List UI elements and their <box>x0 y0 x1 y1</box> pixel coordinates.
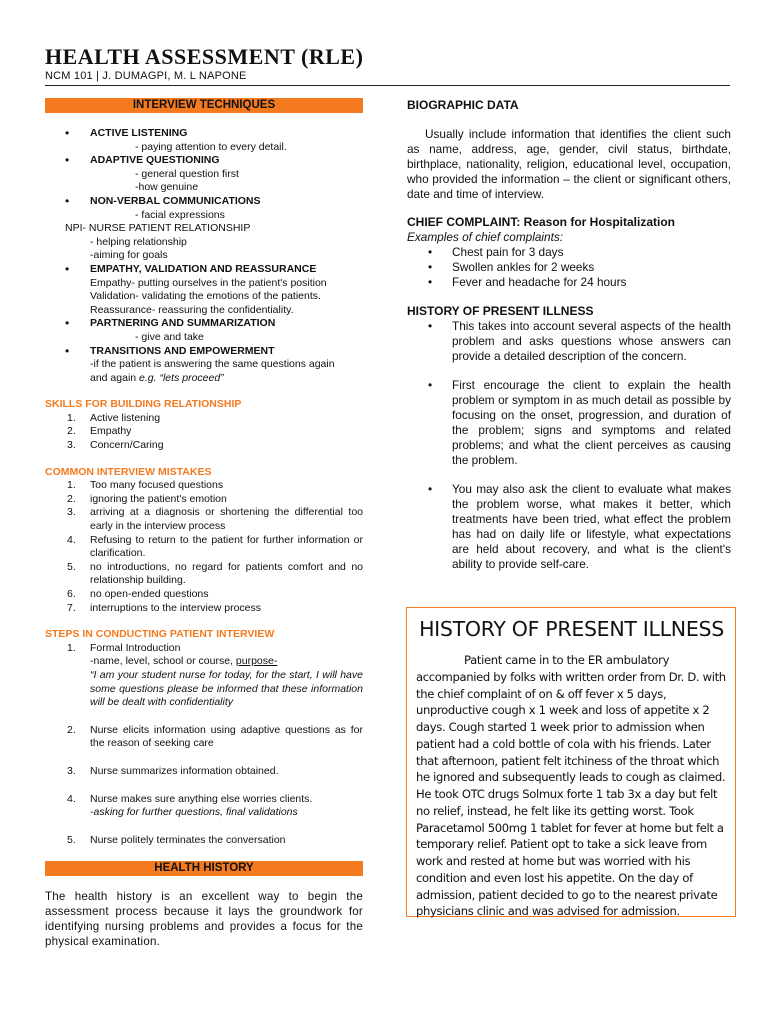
technique-detail-text: and again <box>90 371 140 384</box>
list-item <box>45 534 363 561</box>
list-item <box>45 439 363 453</box>
list-item <box>45 195 363 222</box>
technique-detail: - paying attention to every detail. <box>135 140 287 153</box>
steps-heading: STEPS IN CONDUCTING PATIENT INTERVIEW <box>45 628 275 641</box>
item-text: ignoring the patient's emotion <box>90 492 227 505</box>
item-number: 2. <box>67 425 76 438</box>
step-title: Formal Introduction <box>90 641 181 654</box>
step-detail <box>90 655 363 669</box>
biographic-text: Usually include information that identifies the client such as name, address, age, gender, civil status, birthdate, birthplace, nationality, religion, educational level, occupation, who provided the information – the client or significant others, date and time of interview. <box>407 127 731 201</box>
step-purpose: purpose- <box>235 655 278 668</box>
steps-list <box>45 642 363 848</box>
item-number: 3. <box>67 506 76 519</box>
npi-detail: - helping relationship <box>90 235 187 248</box>
item-text: Nurse makes sure anything else worries clients. <box>90 792 313 805</box>
item-text: Nurse elicits information using adaptive questions as for the reason of seeking care <box>90 723 363 750</box>
item-text: Nurse summarizes information obtained. <box>90 764 279 777</box>
item-text: Empathy <box>90 425 132 438</box>
step-detail-text: -name, level, school or course, <box>90 655 236 668</box>
list-item <box>45 834 363 848</box>
technique-detail: - general question first <box>135 167 239 180</box>
item-text: Refusing to return to the patient for further information or clarification. <box>90 533 363 560</box>
item-number: 3. <box>67 764 76 777</box>
item-text: Active listening <box>90 411 161 424</box>
list-item: • You may also ask the client to evaluate what makes the problem worse, what makes it better, which treatments have been tried, what effect the problem has had on daily life or lifestyle, what expectations are held about recovery, and what is the client's ability to provide self-care. <box>407 482 731 572</box>
technique-detail: -how genuine <box>135 181 199 194</box>
item-text: interruptions to the interview process <box>90 601 261 614</box>
biographic-heading: BIOGRAPHIC DATA <box>407 98 519 112</box>
list-item <box>45 317 363 344</box>
item-text: Nurse politely terminates the conversation <box>90 833 286 846</box>
technique-detail: Reassurance- reassuring the confidentiality. <box>90 303 294 316</box>
hpi-heading: HISTORY OF PRESENT ILLNESS <box>407 304 594 318</box>
item-text: Concern/Caring <box>90 439 164 452</box>
item-text: no introductions, no regard for patients comfort and no relationship building. <box>90 560 363 587</box>
item-number: 2. <box>67 723 76 736</box>
list-item <box>45 561 363 588</box>
list-item <box>45 493 363 507</box>
chief-complaint-list <box>407 245 731 290</box>
npi-detail: -aiming for goals <box>90 249 168 262</box>
health-history-bar: HEALTH HISTORY <box>45 861 363 876</box>
skills-list <box>45 412 363 453</box>
interview-techniques-list-2 <box>45 263 363 385</box>
item-number: 1. <box>67 479 76 492</box>
list-item <box>45 345 363 386</box>
technique-title: • TRANSITIONS AND EMPOWERMENT <box>90 344 275 357</box>
hpi-list <box>407 319 731 572</box>
item-number: 1. <box>67 411 76 424</box>
item-number: 4. <box>67 533 76 546</box>
item-text: arriving at a diagnosis or shortening the differential too early in the interview process <box>90 506 363 533</box>
list-item <box>45 793 363 820</box>
interview-techniques-bar: INTERVIEW TECHNIQUES <box>45 98 363 113</box>
list-item: • Swollen ankles for 2 weeks <box>407 260 731 275</box>
item-number: 6. <box>67 588 76 600</box>
technique-title: • PARTNERING AND SUMMARIZATION <box>90 317 276 330</box>
list-item: • Fever and headache for 24 hours <box>407 275 731 290</box>
technique-detail: - facial expressions <box>135 208 225 221</box>
list-item <box>45 588 363 602</box>
list-item <box>45 154 363 195</box>
hpi-example-box <box>406 607 736 917</box>
document-subtitle: NCM 101 | J. DUMAGPI, M. L NAPONE <box>45 70 247 82</box>
list-item <box>45 412 363 426</box>
mistakes-list <box>45 479 363 615</box>
list-item <box>45 765 363 779</box>
document-title: HEALTH ASSESSMENT (RLE) <box>45 44 364 69</box>
header-rule <box>45 85 730 86</box>
list-item <box>45 479 363 493</box>
item-number: 1. <box>67 641 76 654</box>
item-text: Too many focused questions <box>90 479 224 492</box>
hpi-box-text: Patient came in to the ER ambulatory accompanied by folks with written order from Dr. D. with the chief complaint of on & off fever x 5 days, unproductive cough x 1 week and loss of appetite x 2 days. Cough started 1 week prior to admission when patient had a cold bottle of cola with his friends. Later that afternoon, patient felt itchiness of the throat which he ignored and subsequently leads to cough as claimed. He took OTC drugs Solmux forte 1 tab 3x a day but felt no relief, instead, he felt like its getting worst. Took Paracetamol 500mg 1 tablet for fever at home but felt a temporary relief. Patient opt to take a sick leave from work and rested at home but was worried with his condition and even lost his appetite. On the day of admission, patient decided to go to the nearest private physicians clinic and was advised for admission. <box>416 653 726 919</box>
item-text: no open-ended questions <box>90 588 209 600</box>
step-quote: “I am your student nurse for today, for the start, I will have some questions please be informed that these information will be dealt with confidentiality <box>90 668 363 709</box>
mistakes-heading: COMMON INTERVIEW MISTAKES <box>45 465 212 478</box>
list-item: • Chest pain for 3 days <box>407 245 731 260</box>
item-number: 7. <box>67 601 76 614</box>
technique-title: • NON-VERBAL COMMUNICATIONS <box>90 194 261 207</box>
chief-complaint-heading: CHIEF COMPLAINT: Reason for Hospitalization <box>407 215 676 229</box>
list-item: • This takes into account several aspects of the health problem and asks questions whose answers can provide a detailed description of the concern. <box>407 319 731 364</box>
list-item <box>45 127 363 154</box>
item-number: 2. <box>67 492 76 505</box>
health-history-text: The health history is an excellent way to begin the assessment process because it lays the groundwork for identifying nursing problems and provides a focus for the physical examination. <box>45 890 363 949</box>
item-number: 3. <box>67 439 76 452</box>
item-subtext: -asking for further questions, final validations <box>90 806 298 819</box>
npi-line: NPI- NURSE PATIENT RELATIONSHIP <box>65 222 251 235</box>
skills-heading: SKILLS FOR BUILDING RELATIONSHIP <box>45 398 242 411</box>
technique-title: • ADAPTIVE QUESTIONING <box>90 154 220 167</box>
item-number: 4. <box>67 792 76 805</box>
item-number: 5. <box>67 833 76 846</box>
technique-detail: - give and take <box>135 330 204 343</box>
chief-complaint-sub: Examples of chief complaints: <box>407 230 564 244</box>
list-item <box>45 642 363 710</box>
list-item: • First encourage the client to explain the health problem or symptom in as much detail as possible by focusing on the onset, progression, and duration of the problem; signs and symptoms and related problems; and what the client perceives as causing the problem. <box>407 378 731 468</box>
technique-detail: Empathy- putting ourselves in the patient's position <box>90 276 327 289</box>
item-number: 5. <box>67 560 76 573</box>
hpi-box-title: HISTORY OF PRESENT ILLNESS <box>419 617 724 641</box>
right-column <box>407 98 731 572</box>
list-item <box>45 263 363 317</box>
technique-title: • EMPATHY, VALIDATION AND REASSURANCE <box>90 262 317 275</box>
list-item <box>45 602 363 616</box>
technique-detail: -if the patient is answering the same questions again <box>90 358 335 371</box>
list-item <box>45 425 363 439</box>
technique-detail: Validation- validating the emotions of the patients. <box>90 290 321 303</box>
left-column <box>45 98 363 949</box>
interview-techniques-list <box>45 127 363 222</box>
list-item <box>45 506 363 533</box>
list-item <box>45 724 363 751</box>
technique-title: • ACTIVE LISTENING <box>90 127 188 139</box>
technique-detail <box>90 372 363 386</box>
technique-example: e.g. “lets proceed” <box>139 371 224 384</box>
